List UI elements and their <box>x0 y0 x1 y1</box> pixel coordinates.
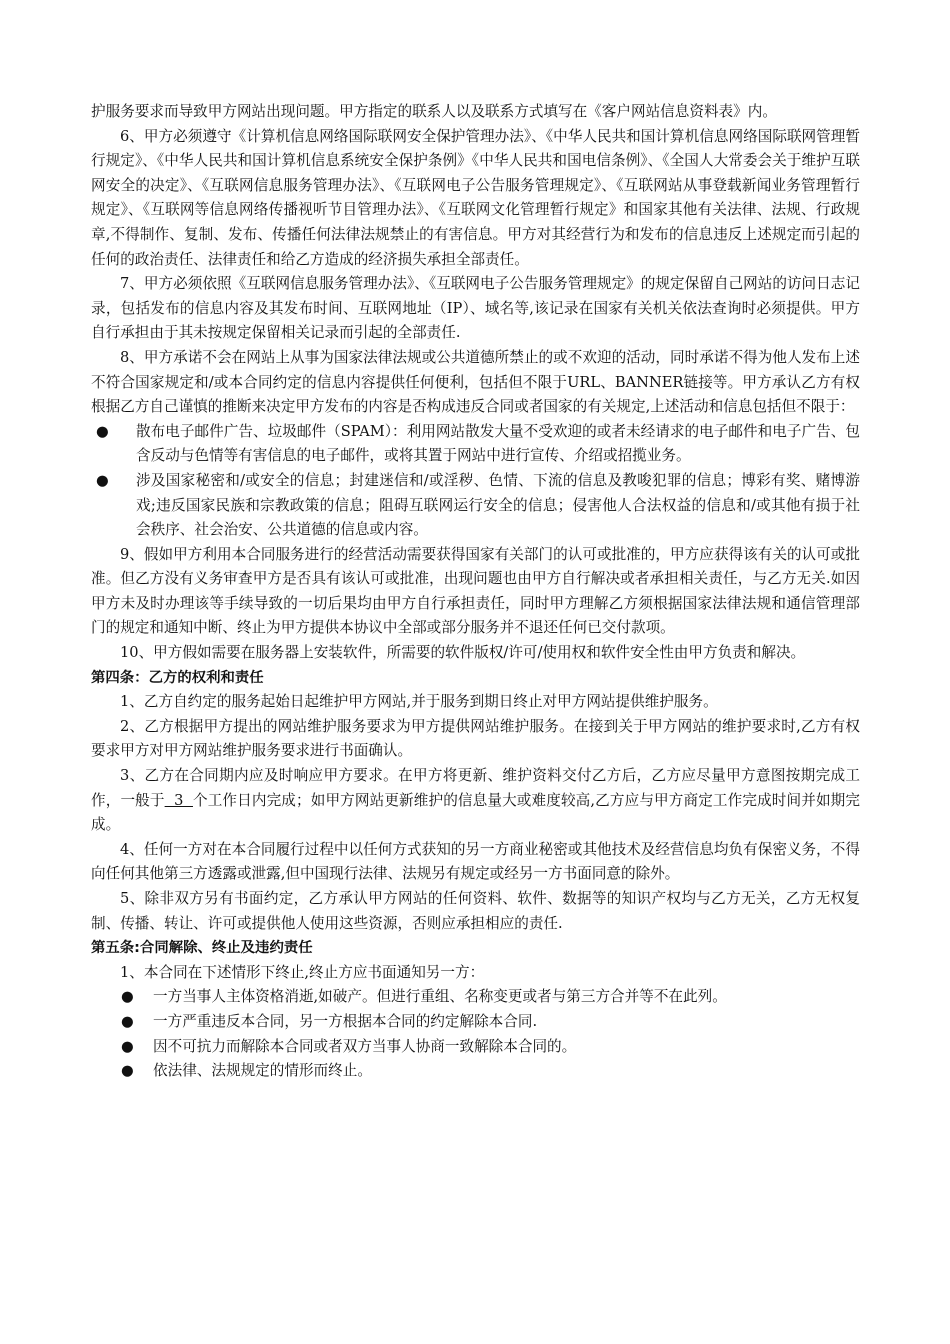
clause-3-8: 8、甲方承诺不会在网站上从事为国家法律法规或公共道德所禁止的或不欢迎的活动，同时承诺不得为他人发布上述不符合国家规定和/或本合同约定的信息内容提供任何便利，包括但不限于URL、BANNER链接等。甲方承认乙方有权根据乙方自己谨慎的推断来决定甲方发布的内容是否构成违反合同或者国家的有关规定,上述活动和信息包括但不限于： <box>91 348 860 416</box>
clause-3-7: 7、甲方必须依照《互联网信息服务管理办法》、《互联网电子公告服务管理规定》的规定保留自己网站的访问日志记录，包括发布的信息内容及其发布时间、互联网地址（IP）、域名等,该记录在国家有关机关依法查询时必须提供。甲方自行承担由于其未按规定保留相关记录而引起的全部责任. <box>91 275 860 342</box>
list-item <box>91 1059 860 1084</box>
clause-4-3-text-a: 3、乙方在合同期内应及时响应甲方要求。在甲方将更新、维护资料交付乙方后，乙方应尽量甲方意图按期完成工作，一般于 <box>91 767 860 809</box>
bullet-icon: ● <box>121 988 134 1006</box>
bullet-icon: ● <box>96 471 109 489</box>
clause-4-5: 5、除非双方另有书面约定，乙方承认甲方网站的任何资料、软件、数据等的知识产权均与乙方无关，乙方无权复制、传播、转让、许可或提供他人使用这些资源，否则应承担相应的责任. <box>91 890 860 932</box>
list-item <box>91 1035 860 1060</box>
list-item-text: 依法律、法规规定的情形而终止。 <box>153 1062 372 1080</box>
list-item-text: 一方当事人主体资格消逝,如破产。但进行重组、名称变更或者与第三方合并等不在此列。 <box>153 988 727 1006</box>
paragraph-continued: 护服务要求而导致甲方网站出现问题。甲方指定的联系人以及联系方式填写在《客户网站信息资料表》内。 <box>91 103 777 120</box>
section-heading-article-4: 第四条：乙方的权利和责任 <box>91 669 264 686</box>
list-item-text: 涉及国家秘密和/或安全的信息；封建迷信和/或淫秽、色情、下流的信息及教唆犯罪的信息；博彩有奖、赌博游戏;违反国家民族和宗教政策的信息；阻碍互联网运行安全的信息；侵害他人合法权益的信息和/或其他有损于社会秩序、社会治安、公共道德的信息或内容。 <box>136 471 860 539</box>
list-item-text: 一方严重违反本合同，另一方根据本合同的约定解除本合同. <box>153 1012 538 1030</box>
list-item <box>91 985 860 1010</box>
bullet-icon: ● <box>121 1037 134 1055</box>
list-item-text: 因不可抗力而解除本合同或者双方当事人协商一致解除本合同的。 <box>153 1037 577 1055</box>
clause-4-2: 2、乙方根据甲方提出的网站维护服务要求为甲方提供网站维护服务。在接到关于甲方网站的维护要求时,乙方有权要求甲方对甲方网站维护服务要求进行书面确认。 <box>91 717 860 760</box>
clause-3-10: 10、甲方假如需要在服务器上安装软件，所需要的软件版权/许可/使用权和软件安全性由甲方负责和解决。 <box>120 644 806 662</box>
working-days-blank: 3 <box>164 791 193 809</box>
clause-5-1-bullet-list <box>91 985 860 1083</box>
list-item <box>91 420 860 469</box>
list-item-text: 散布电子邮件广告、垃圾邮件（SPAM）：利用网站散发大量不受欢迎的或者未经请求的电子邮件和电子广告、包含反动与色情等有害信息的电子邮件，或将其置于网站中进行宣传、介绍或招揽业务。 <box>136 422 860 465</box>
clause-3-9: 9、假如甲方利用本合同服务进行的经营活动需要获得国家有关部门的认可或批准的，甲方应获得该有关的认可或批准。但乙方没有义务审查甲方是否具有该认可或批准，出现问题也由甲方自行解决或者承担相关责任，与乙方无关.如因甲方未及时办理该等手续导致的一切后果均由甲方自行承担责任，同时甲方理解乙方须根据国家法律法规和通信管理部门的规定和通知中断、终止为甲方提供本协议中全部或部分服务并不退还任何已交付款项。 <box>91 545 860 637</box>
bullet-icon: ● <box>96 422 109 440</box>
clause-4-1: 1、乙方自约定的服务起始日起维护甲方网站,并于服务到期日终止对甲方网站提供维护服务。 <box>120 693 718 711</box>
list-item <box>91 1010 860 1035</box>
clause-4-3 <box>91 764 860 838</box>
clause-4-4: 4、任何一方对在本合同履行过程中以任何方式获知的另一方商业秘密或其他技术及经营信息均负有保密义务，不得向任何其他第三方透露或泄露,但中国现行法律、法规另有规定或经另一方书面同意的除外。 <box>91 840 860 883</box>
bullet-icon: ● <box>121 1062 134 1080</box>
clause-4-3-text-b: 个工作日内完成；如甲方网站更新维护的信息量大或难度较高,乙方应与甲方商定工作完成时间并如期完成。 <box>91 791 860 834</box>
section-heading-article-5: 第五条:合同解除、终止及违约责任 <box>91 940 313 957</box>
list-item <box>91 469 860 543</box>
clause-3-6: 6、甲方必须遵守《计算机信息网络国际联网安全保护管理办法》、《中华人民共和国计算机信息网络国际联网管理暂行规定》、《中华人民共和国计算机信息系统安全保护条例》《中华人民共和国电信条例》、《全国人大常委会关于维护互联网安全的决定》、《互联网信息服务管理办法》、《互联网电子公告服务管理规定》、《互联网站从事登载新闻业务管理暂行规定》、《互联网等信息网络传播视听节目管理办法》、《互联网文化管理暂行规定》和国家其他有关法律、法规、行政规章,不得制作、复制、发布、传播任何法律法规禁止的有害信息。甲方对其经营行为和发布的信息违反上述规定而引起的任何的政治责任、法律责任和给乙方造成的经济损失承担全部责任。 <box>91 127 860 268</box>
clause-3-8-bullet-list <box>91 420 860 543</box>
clause-5-1: 1、本合同在下述情形下终止,终止方应书面通知另一方： <box>120 963 485 981</box>
bullet-icon: ● <box>121 1012 134 1030</box>
